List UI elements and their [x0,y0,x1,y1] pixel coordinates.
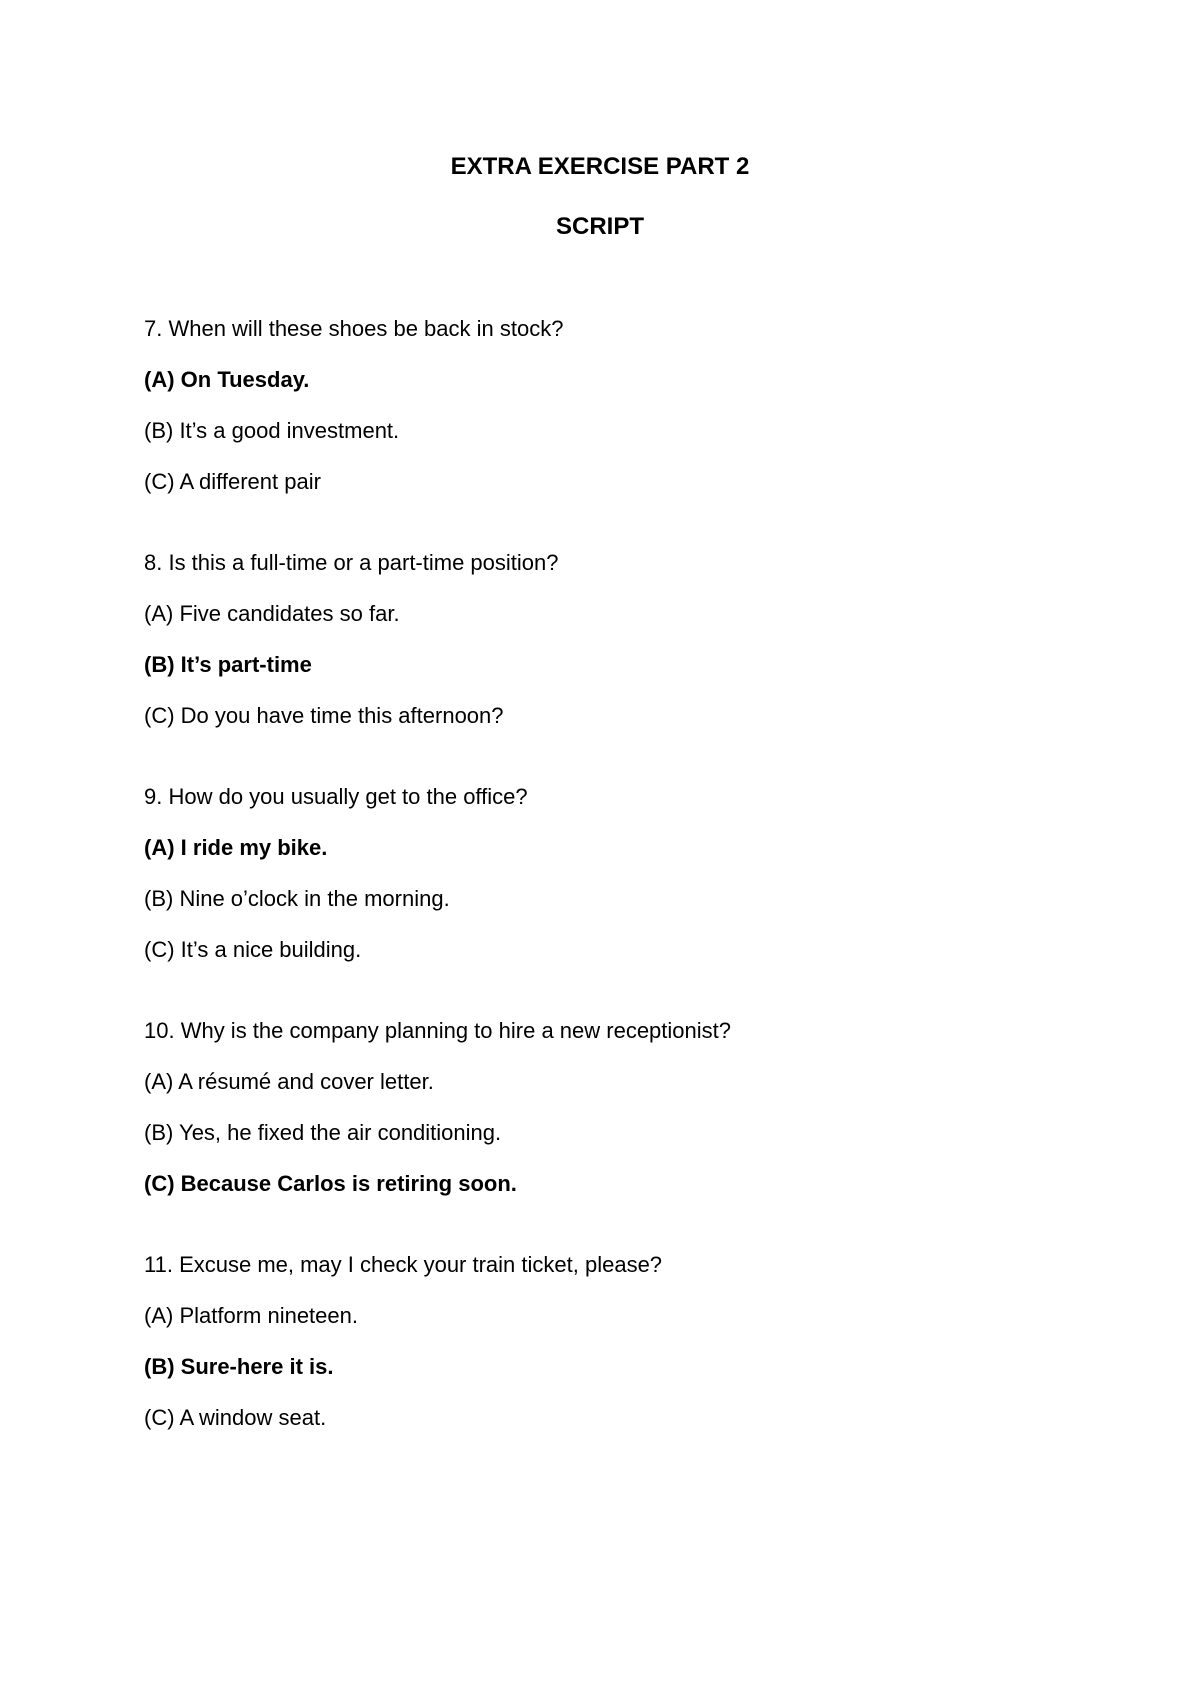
answer-option: (B) Nine o’clock in the morning. [144,886,450,911]
answer-option: (A) Five candidates so far. [144,601,400,626]
question-text: 8. Is this a full-time or a part-time position? [144,550,559,575]
question-text: 9. How do you usually get to the office? [144,784,528,809]
question-9 [144,782,1104,965]
answer-option-correct: (B) It’s part-time [144,652,312,677]
question-8 [144,548,1104,731]
answer-option: (A) Platform nineteen. [144,1303,358,1328]
answer-option: (C) A different pair [144,469,321,494]
document-title: EXTRA EXERCISE PART 2 [450,153,750,180]
question-text: 10. Why is the company planning to hire a new receptionist? [144,1018,731,1043]
question-list [144,314,1104,1484]
answer-option: (A) A résumé and cover letter. [144,1069,434,1094]
answer-option: (B) It’s a good investment. [144,418,400,443]
answer-option-correct: (C) Because Carlos is retiring soon. [144,1171,517,1196]
answer-option: (C) It’s a nice building. [144,937,362,962]
question-11 [144,1250,1104,1433]
answer-option: (C) Do you have time this afternoon? [144,703,504,728]
question-text: 11. Excuse me, may I check your train ticket, please? [144,1252,663,1277]
answer-option: (B) Yes, he fixed the air conditioning. [144,1120,502,1145]
answer-option: (C) A window seat. [144,1405,327,1430]
question-10 [144,1016,1104,1199]
question-text: 7. When will these shoes be back in stock? [144,316,564,341]
answer-option-correct: (A) I ride my bike. [144,835,328,860]
answer-option-correct: (B) Sure-here it is. [144,1354,334,1379]
question-7 [144,314,1104,497]
answer-option-correct: (A) On Tuesday. [144,367,310,392]
document-subtitle: SCRIPT [555,213,644,240]
